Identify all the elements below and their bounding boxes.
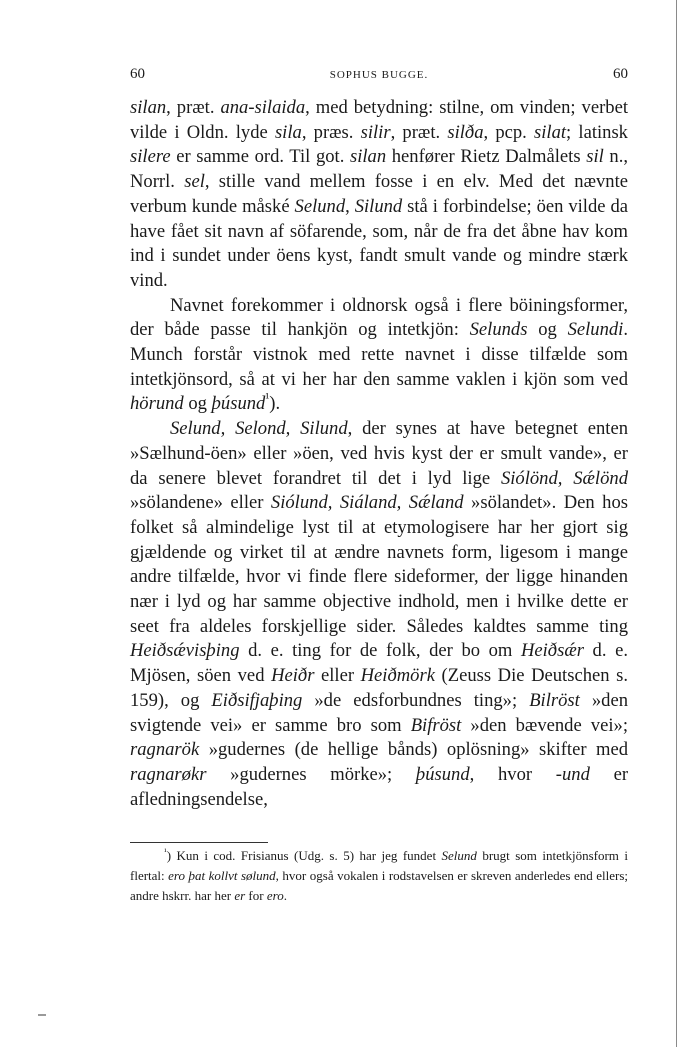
text-run: »sölandene» eller <box>130 492 271 514</box>
paragraph-2 <box>130 294 628 418</box>
italic-term: sel <box>184 171 205 193</box>
footnotes <box>130 846 628 906</box>
italic-term: silat <box>534 121 567 143</box>
text-run: (Zeuss Die Deutschen s. 159), og <box>130 665 629 711</box>
text-run: »den svigtende vei» er samme bro som <box>130 689 628 736</box>
italic-term: Selundi <box>567 319 624 341</box>
italic-term: Heiðr <box>271 665 315 687</box>
italic-term: er <box>234 888 246 903</box>
text-run: , stille vand mellem fosse i en elv. Med det nævnte verbum kunde måské <box>130 171 628 217</box>
page-number-left: 60 <box>130 66 145 82</box>
italic-term: Silund <box>354 195 403 217</box>
page-number-right: 60 <box>613 66 628 82</box>
italic-term: silan <box>130 97 167 118</box>
italic-term: ragnarøkr <box>130 763 207 785</box>
page-edge-line <box>676 0 677 1047</box>
text-run: og <box>527 319 568 341</box>
paragraph-1 <box>130 96 628 294</box>
italic-term: silir <box>360 121 391 143</box>
text-run: »sölandet». Den hos folket så almindelige lyst til at etymologisere har her gjort sig gjældende og virket til at ændre navnets form, ligesom i mange andre tilfælde, hvor vi finde flere sideformer, der ligge hinanden nær i lyd og har samme objective indhold, men i hvilke dette er seet fra aldeles forskjellige sider. Således kaldtes samme ting <box>130 492 628 637</box>
footnote-rule <box>130 842 268 843</box>
text-run: , med betydning: stilne, om vinden; verbet vilde i Oldn. lyde <box>130 97 628 143</box>
text-run: »gudernes (de hellige bånds) oplösning» skifter med <box>199 739 628 761</box>
text-run: , der synes at have betegnet enten »Sælhund-öen» eller »öen, ved hvis kyst der er smult vande», er da senere blevet forandret til det i lyd lige <box>130 418 628 489</box>
italic-term: Siólund, Siáland, Sǽland <box>270 492 464 514</box>
text-run: brugt som intetkjönsform i flertal: <box>130 848 628 883</box>
italic-term: ragnarök <box>130 739 200 761</box>
text-run: , præs. <box>301 121 361 143</box>
italic-term: Bifröst <box>410 714 462 736</box>
italic-term: silere <box>130 146 171 168</box>
text-run: er afledningsendelse, <box>130 763 629 810</box>
page-header <box>130 66 628 88</box>
text-run: ). <box>269 393 281 415</box>
footnote-1 <box>130 846 628 906</box>
italic-term: Heiðsǽr <box>520 640 584 662</box>
text-run: er samme ord. Til got. <box>170 146 350 168</box>
text-run: , hvor også vokalen i rodstavelsen er skreven anderledes end ellers; andre hskrr. har her <box>130 868 628 903</box>
italic-term: silan <box>349 146 387 168</box>
italic-term: Eiðsifjaþing <box>211 689 303 711</box>
italic-term: Selund, Selond, Silund <box>170 418 348 440</box>
italic-term: Heiðmörk <box>360 665 435 687</box>
text-run: »den bævende vei»; <box>461 714 628 736</box>
footnote-marker: ¹ <box>265 390 270 406</box>
text-run: »gudernes mörke»; <box>206 763 416 785</box>
text-run: »de edsforbundnes ting»; <box>302 689 530 711</box>
text-run: d. e. ting for de folk, der bo om <box>239 640 521 662</box>
running-head: SOPHUS BUGGE. <box>329 69 429 81</box>
text-run: d. e. Mjösen, söen ved <box>130 640 628 687</box>
text-run: og <box>183 393 212 415</box>
italic-term: sil <box>586 146 604 168</box>
italic-term: ana-silaida <box>220 97 306 118</box>
text-run: ; latinsk <box>566 121 628 143</box>
italic-term: Bilröst <box>529 689 580 711</box>
scan-mark <box>38 1014 46 1016</box>
italic-term: silða <box>447 121 484 143</box>
text-run: , præt. <box>390 121 448 143</box>
italic-term: þúsund <box>415 763 470 785</box>
text-run: henfører Rietz Dalmålets <box>386 146 587 168</box>
text-run: ) Kun i cod. Frisianus (Udg. s. 5) har jeg fundet <box>166 848 442 863</box>
paragraph-3 <box>130 417 628 812</box>
text-run: , <box>345 195 355 217</box>
italic-term: Siólönd, Sǽlönd <box>500 467 628 489</box>
italic-term: sila <box>274 121 302 143</box>
italic-term: -und <box>555 763 590 785</box>
italic-term: Selund <box>294 195 346 217</box>
text-run: for <box>245 888 267 903</box>
italic-term: Selunds <box>469 319 528 341</box>
italic-term: ero <box>266 888 284 903</box>
text-run: n., Norrl. <box>130 146 628 193</box>
text-run: , hvor <box>469 763 556 785</box>
italic-term: ero þat kollvt sølund <box>168 868 276 883</box>
text-run: stå i forbindelse; öen vilde da have fået sit navn af söfarende, som, når de fra det åbne hav kom ind i sundet under öens kyst, fandt smult vande og mindre stærk vind. <box>130 195 628 291</box>
text-run: . <box>283 888 287 903</box>
italic-term: þúsund <box>211 393 266 415</box>
italic-term: Heiðsǽvisþing <box>130 640 240 662</box>
text-run: , pcp. <box>483 121 535 143</box>
text-run: Navnet forekommer i oldnorsk også i flere böiningsformer, der både passe til hankjön og intetkjön: <box>130 294 628 341</box>
text-run: , præt. <box>166 97 221 118</box>
text-run: eller <box>314 665 361 687</box>
footnote-marker: ¹ <box>164 846 167 857</box>
text-run: . Munch forstår vistnok med rette navnet i disse tilfælde som intetkjönsord, så at vi her har den samme vaklen i kjön som ved <box>130 319 628 390</box>
italic-term: Selund <box>441 848 477 863</box>
body-text <box>130 96 628 812</box>
italic-term: hörund <box>130 393 184 415</box>
